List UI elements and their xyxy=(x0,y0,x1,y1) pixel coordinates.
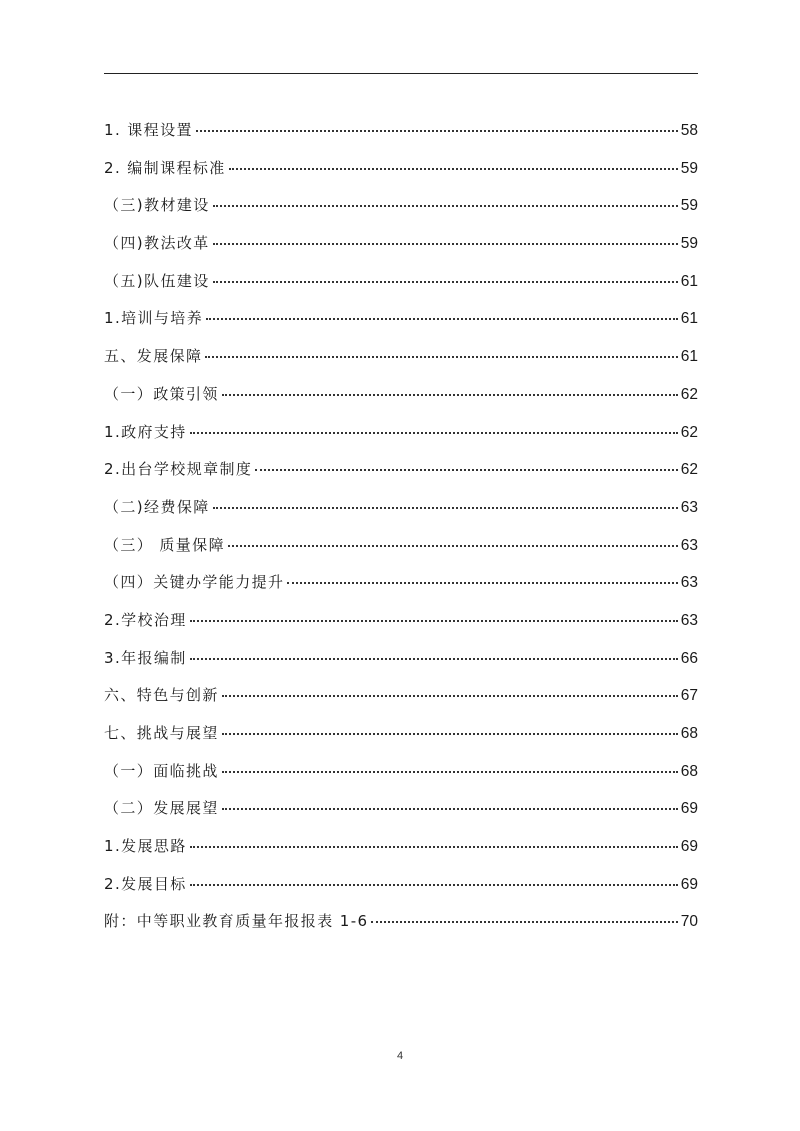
toc-entry[interactable] xyxy=(104,300,698,338)
toc-entry-title: 3.年报编制 xyxy=(104,648,187,667)
dot-leader xyxy=(190,432,678,434)
toc-entry-title: 1.培训与培养 xyxy=(104,309,204,328)
toc-entry[interactable] xyxy=(104,150,698,188)
dot-leader xyxy=(229,168,678,170)
toc-entry-page: 69 xyxy=(680,800,698,818)
dot-leader xyxy=(228,545,678,547)
toc-entry-page: 67 xyxy=(680,687,698,705)
dot-leader xyxy=(190,658,678,660)
dot-leader xyxy=(213,281,678,283)
dot-leader xyxy=(190,620,678,622)
toc-entry[interactable] xyxy=(104,225,698,263)
toc-entry[interactable] xyxy=(104,527,698,565)
toc-entry-title: （三） 质量保障 xyxy=(104,535,225,554)
toc-entry-page: 61 xyxy=(680,310,698,328)
dot-leader xyxy=(222,394,678,396)
toc-entry-page: 63 xyxy=(680,611,698,629)
toc-entry-title: 1. 课程设置 xyxy=(104,121,193,139)
toc-entry-page: 58 xyxy=(680,122,698,139)
toc-entry[interactable] xyxy=(104,677,698,715)
toc-entry[interactable] xyxy=(104,414,698,452)
dot-leader xyxy=(222,695,678,697)
toc-entry[interactable] xyxy=(104,790,698,828)
dot-leader xyxy=(190,884,678,886)
toc-entry-title: （四）关键办学能力提升 xyxy=(104,573,285,592)
dot-leader xyxy=(222,733,678,735)
toc-entry-page: 62 xyxy=(680,385,698,403)
toc-entry-title: 1.发展思路 xyxy=(104,837,187,856)
dot-leader xyxy=(287,582,677,584)
toc-entry-title: 1.政府支持 xyxy=(104,422,187,441)
dot-leader xyxy=(222,771,678,773)
toc-entry-page: 63 xyxy=(680,574,698,592)
table-of-contents xyxy=(104,112,698,941)
toc-entry-title: （二）发展展望 xyxy=(104,799,219,818)
dot-leader xyxy=(190,846,678,848)
toc-entry-page: 70 xyxy=(680,913,698,931)
toc-entry[interactable] xyxy=(104,187,698,225)
dot-leader xyxy=(371,921,677,923)
toc-entry-page: 68 xyxy=(680,725,698,742)
toc-entry[interactable] xyxy=(104,376,698,414)
toc-entry[interactable] xyxy=(104,640,698,678)
header-rule xyxy=(104,73,698,74)
toc-entry-page: 63 xyxy=(680,498,698,516)
toc-entry-title: （五)队伍建设 xyxy=(104,271,210,290)
toc-entry[interactable] xyxy=(104,753,698,791)
toc-entry-title: 2.发展目标 xyxy=(104,874,187,893)
toc-entry[interactable] xyxy=(104,489,698,527)
toc-entry-title: 五、发展保障 xyxy=(104,347,203,366)
toc-entry-title: （四)教法改革 xyxy=(104,234,210,253)
toc-entry-page: 66 xyxy=(680,649,698,667)
toc-entry-title: 2. 编制课程标准 xyxy=(104,158,226,177)
toc-entry[interactable] xyxy=(104,715,698,753)
toc-entry-title: 七、挑战与展望 xyxy=(104,724,219,742)
toc-entry-page: 61 xyxy=(680,272,698,290)
toc-entry-page: 62 xyxy=(680,423,698,441)
dot-leader xyxy=(206,318,678,320)
toc-entry-page: 69 xyxy=(680,838,698,856)
toc-entry[interactable] xyxy=(104,866,698,904)
toc-entry-title: （一）面临挑战 xyxy=(104,761,219,780)
toc-entry-page: 69 xyxy=(680,875,698,893)
toc-entry-page: 68 xyxy=(680,762,698,780)
toc-entry-page: 59 xyxy=(680,235,698,253)
toc-entry-title: 附：中等职业教育质量年报报表 1-6 xyxy=(104,912,369,931)
page-number: 4 xyxy=(396,1050,404,1062)
toc-entry-title: （一）政策引领 xyxy=(104,384,219,403)
toc-entry-title: 2.出台学校规章制度 xyxy=(104,460,253,479)
dot-leader xyxy=(196,130,678,132)
toc-entry[interactable] xyxy=(104,451,698,489)
toc-entry-title: 六、特色与创新 xyxy=(104,686,219,705)
dot-leader xyxy=(213,205,678,207)
dot-leader xyxy=(213,507,678,509)
dot-leader xyxy=(222,808,678,810)
toc-entry-title: （二)经费保障 xyxy=(104,497,210,516)
dot-leader xyxy=(255,469,677,471)
toc-entry-page: 61 xyxy=(680,348,698,366)
toc-entry-page: 62 xyxy=(680,461,698,479)
toc-entry[interactable] xyxy=(104,828,698,866)
toc-entry-title: 2.学校治理 xyxy=(104,610,187,629)
toc-entry[interactable] xyxy=(104,602,698,640)
toc-entry[interactable] xyxy=(104,112,698,150)
toc-entry-page: 63 xyxy=(680,536,698,554)
toc-entry-page: 59 xyxy=(680,159,698,177)
dot-leader xyxy=(205,356,677,358)
toc-entry[interactable] xyxy=(104,903,698,941)
dot-leader xyxy=(213,243,678,245)
toc-entry[interactable] xyxy=(104,263,698,301)
toc-entry-page: 59 xyxy=(680,197,698,215)
toc-entry-title: （三)教材建设 xyxy=(104,196,210,215)
toc-entry[interactable] xyxy=(104,564,698,602)
toc-entry[interactable] xyxy=(104,338,698,376)
